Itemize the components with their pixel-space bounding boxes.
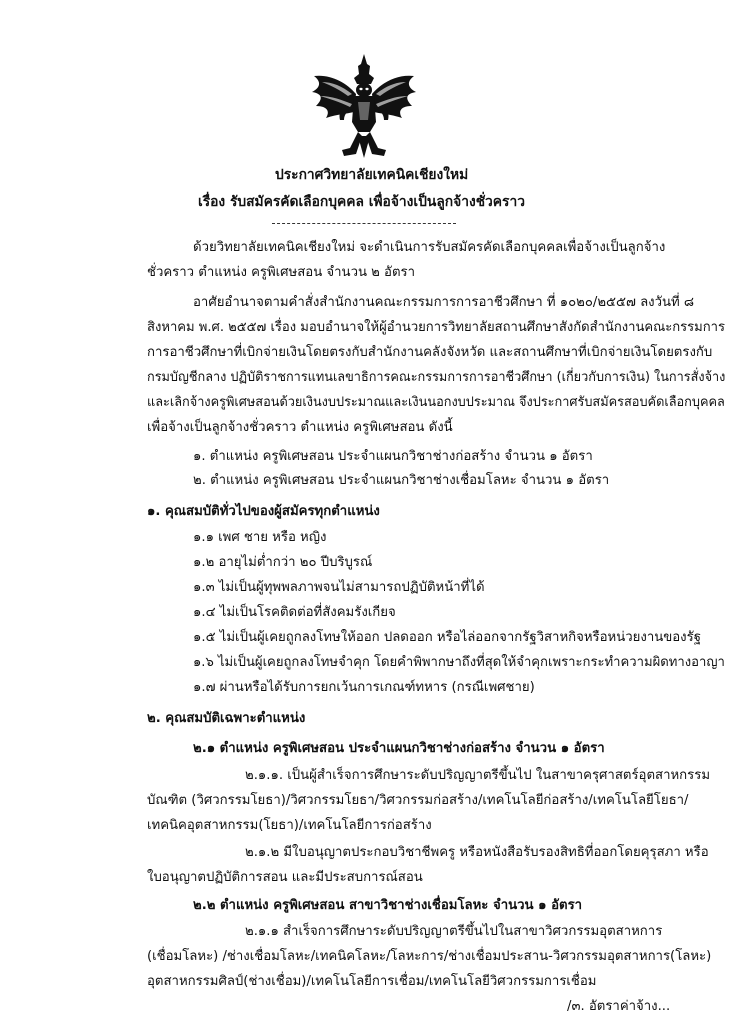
position-item: ๒. ตำแหน่ง ครูพิเศษสอน ประจำแผนกวิชาช่างเชื่อมโลหะ จำนวน ๑ อัตรา — [193, 473, 610, 488]
intro-paragraph-2-line-2: สิงหาคม พ.ศ. ๒๕๕๗ เรื่อง มอบอำนาจให้ผู้อำนวยการวิทยาลัยสถานศึกษาสังกัดสำนักงานคณะกรรมการ — [147, 320, 726, 335]
subsection-2-1-2-line-1: ๒.๑.๒ มีใบอนุญาตประกอบวิชาชีพครู หรือหนังสือรับรองสิทธิที่ออกโดยคุรุสภา หรือ — [245, 845, 709, 860]
qualification-item: ๑.๕ ไม่เป็นผู้เคยถูกลงโทษให้ออก ปลดออก หรือไล่ออกจากรัฐวิสาหกิจหรือหน่วยงานของรัฐ — [193, 630, 701, 645]
intro-paragraph-2-line-3: การอาชีวศึกษาที่เบิกจ่ายเงินโดยตรงกับสำนักงานคลังจังหวัด และสถานศึกษาที่เบิกจ่ายเงินโดยตรงกับ — [147, 345, 713, 360]
qualification-item: ๑.๖ ไม่เป็นผู้เคยถูกลงโทษจำคุก โดยคำพิพากษาถึงที่สุดให้จำคุกเพราะกระทำความผิดทางอาญา — [193, 655, 725, 670]
announcement-subject: เรื่อง รับสมัครคัดเลือกบุคคล เพื่อจ้างเป็นลูกจ้างชั่วคราว — [198, 194, 525, 210]
qualification-item: ๑.๗ ผ่านหรือได้รับการยกเว้นการเกณฑ์ทหาร (กรณีเพศชาย) — [193, 680, 535, 695]
subsection-2-2-heading: ๒.๒ ตำแหน่ง ครูพิเศษสอน สาขาวิชาช่างเชื่อมโลหะ จำนวน ๑ อัตรา — [193, 898, 583, 913]
qualification-item: ๑.๔ ไม่เป็นโรคติดต่อที่สังคมรังเกียจ — [193, 605, 396, 620]
qualification-item: ๑.๒ อายุไม่ต่ำกว่า ๒๐ ปีบริบูรณ์ — [193, 555, 373, 570]
section-1-heading: ๑. คุณสมบัติทั่วไปของผู้สมัครทุกตำแหน่ง — [147, 504, 380, 519]
subsection-2-2-1-line-2: (เชื่อมโลหะ) /ช่างเชื่อมโลหะ/เทคนิคโลหะ/โลหะการ/ช่างเชื่อมประสาน-วิศวกรรมอุตสาหการ(โลหะ) — [147, 949, 712, 964]
subsection-2-1-2-line-2: ใบอนุญาตปฏิบัติการสอน และมีประสบการณ์สอน — [147, 870, 423, 885]
subsection-2-1-1-line-2: บัณฑิต (วิศวกรรมโยธา)/วิศวกรรมโยธา/วิศวกรรมก่อสร้าง/เทคโนโลยีก่อสร้าง/เทคโนโลยีโยธา/ — [147, 793, 689, 808]
position-item: ๑. ตำแหน่ง ครูพิเศษสอน ประจำแผนกวิชาช่างก่อสร้าง จำนวน ๑ อัตรา — [193, 449, 593, 464]
subsection-2-1-1-line-1: ๒.๑.๑. เป็นผู้สำเร็จการศึกษาระดับปริญญาตรีขึ้นไป ในสาขาครุศาสตร์อุตสาหกรรม — [245, 768, 711, 783]
continued-page-marker: /๓. อัตราค่าจ้าง... — [567, 999, 671, 1014]
intro-paragraph-1-line-2: ชั่วคราว ตำแหน่ง ครูพิเศษสอน จำนวน ๒ อัตรา — [147, 265, 416, 280]
title-divider — [272, 223, 456, 224]
qualification-item: ๑.๑ เพศ ชาย หรือ หญิง — [193, 530, 327, 545]
intro-paragraph-2-line-1: อาศัยอำนาจตามคำสั่งสำนักงานคณะกรรมการการอาชีวศึกษา ที่ ๑๐๒๐/๒๕๕๗ ลงวันที่ ๘ — [193, 295, 695, 310]
subsection-2-2-1-line-1: ๒.๑.๑ สำเร็จการศึกษาระดับปริญญาตรีขึ้นไปในสาขาวิศวกรรมอุตสาหการ — [245, 924, 663, 939]
section-2-heading: ๒. คุณสมบัติเฉพาะตำแหน่ง — [147, 711, 306, 726]
garuda-emblem-icon — [308, 52, 420, 160]
announcement-title: ประกาศวิทยาลัยเทคนิคเชียงใหม่ — [275, 167, 469, 183]
subsection-2-1-1-line-3: เทคนิคอุตสาหกรรม(โยธา)/เทคโนโลยีการก่อสร้าง — [147, 818, 432, 833]
subsection-2-2-1-line-3: อุตสาหกรรมศิลป์(ช่างเชื่อม)/เทคโนโลยีการเชื่อม/เทคโนโลยีวิศวกรรมการเชื่อม — [147, 974, 597, 989]
intro-paragraph-2-line-5: และเลิกจ้างครูพิเศษสอนด้วยเงินงบประมาณและเงินนอกงบประมาณ จึงประกาศรับสมัครสอบคัดเลือกบุคคล — [147, 395, 725, 410]
intro-paragraph-2-line-6: เพื่อจ้างเป็นลูกจ้างชั่วคราว ตำแหน่ง ครูพิเศษสอน ดังนี้ — [147, 420, 453, 435]
subsection-2-1-heading: ๒.๑ ตำแหน่ง ครูพิเศษสอน ประจำแผนกวิชาช่างก่อสร้าง จำนวน ๑ อัตรา — [193, 741, 605, 756]
intro-paragraph-1-line-1: ด้วยวิทยาลัยเทคนิคเชียงใหม่ จะดำเนินการรับสมัครคัดเลือกบุคคลเพื่อจ้างเป็นลูกจ้าง — [193, 240, 666, 255]
intro-paragraph-2-line-4: กรมบัญชีกลาง ปฏิบัติราชการแทนเลขาธิการคณะกรรมการการอาชีวศึกษา (เกี่ยวกับการเงิน) ในการสั่งจ้าง — [147, 370, 726, 385]
qualification-item: ๑.๓ ไม่เป็นผู้ทุพพลภาพจนไม่สามารถปฏิบัติหน้าที่ได้ — [193, 580, 485, 595]
